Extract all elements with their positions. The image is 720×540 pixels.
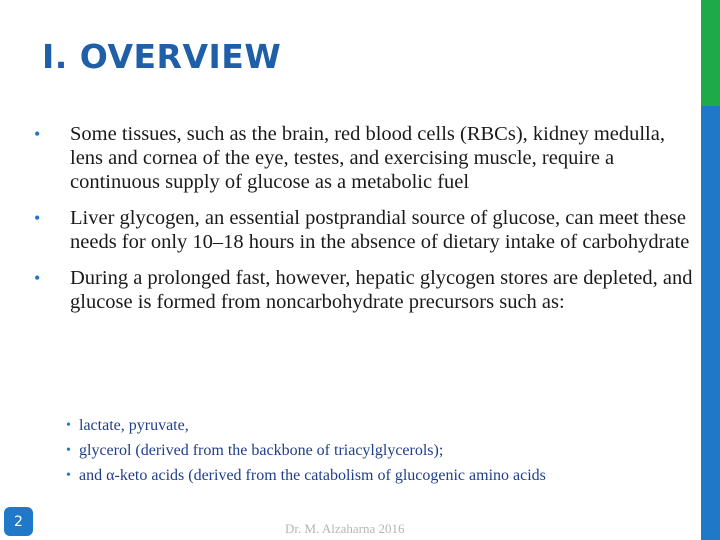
bullet-item xyxy=(34,206,694,254)
sub-bullet-dot-icon: • xyxy=(66,443,71,458)
sub-bullet-dot-icon: • xyxy=(66,418,71,433)
bullet-text: Liver glycogen, an essential postprandial source of glucose, can meet these needs for only 10–18 hours in the absence of dietary intake of carbohydrate xyxy=(70,207,690,253)
bullet-dot-icon: • xyxy=(34,268,41,288)
bullet-dot-icon: • xyxy=(34,124,41,144)
bullet-dot-icon: • xyxy=(34,208,41,228)
footer-text: Dr. M. Alzaharna 2016 xyxy=(285,521,405,536)
sub-bullet-text: and α-keto acids (derived from the catabolism of glucogenic amino acids xyxy=(79,467,546,484)
sub-bullet-item xyxy=(66,413,686,438)
sub-bullet-list xyxy=(66,413,686,488)
bullet-item xyxy=(34,122,694,194)
sub-bullet-item xyxy=(66,438,686,463)
sub-bullet-text: glycerol (derived from the backbone of triacylglycerols); xyxy=(79,442,444,459)
page-number-badge: 2 xyxy=(4,507,33,536)
side-accent-bar-green xyxy=(701,0,720,106)
bullet-text: During a prolonged fast, however, hepatic glycogen stores are depleted, and glucose is formed from noncarbohydrate precursors such as: xyxy=(70,267,693,313)
sub-bullet-item xyxy=(66,463,686,488)
bullet-list xyxy=(34,122,694,326)
bullet-item xyxy=(34,266,694,314)
bullet-text: Some tissues, such as the brain, red blood cells (RBCs), kidney medulla, lens and cornea of the eye, testes, and exercising muscle, require a continuous supply of glucose as a metabolic fuel xyxy=(70,123,665,193)
sub-bullet-dot-icon: • xyxy=(66,468,71,483)
sub-bullet-text: lactate, pyruvate, xyxy=(79,417,189,434)
slide-title: I. OVERVIEW xyxy=(42,37,282,76)
